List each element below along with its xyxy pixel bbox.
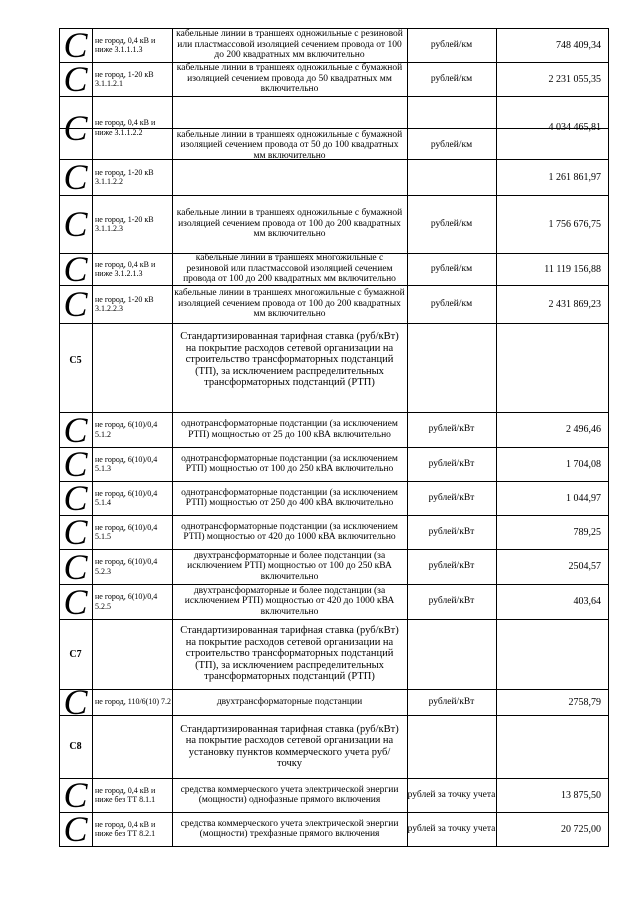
r16-col1 bbox=[59, 715, 92, 778]
r17-unit-text: рублей за точку учета bbox=[407, 789, 496, 800]
r2-description-text: кабельные линии в траншеях одножильные с бумажной изоляцией сечением провода до 50 квадратных мм включительно bbox=[176, 63, 403, 95]
r8-description-text: однотрансформаторные подстанции (за исключением РТП) мощностью от 25 до 100 кВА включительно bbox=[181, 419, 398, 440]
r1-description bbox=[172, 28, 407, 62]
r9-code-text: не город, 6(10)/0,4 5.1.3 bbox=[95, 454, 158, 473]
r7-description-text: Стандартизированная тарифная ставка (руб/кВт) на покрытие расходов сетевой организации на строительство трансформаторных подстанций (ТП), за исключением распределительных трансформаторных подстанций (РТП) bbox=[180, 331, 399, 389]
r11-unit bbox=[407, 515, 496, 549]
row-divider bbox=[59, 285, 609, 286]
r4-col1-text: C bbox=[63, 204, 88, 244]
r5-value-text: 11 119 156,88 bbox=[544, 263, 601, 275]
r12-col1-text: C bbox=[63, 546, 88, 587]
column-divider bbox=[172, 28, 173, 846]
r16-description bbox=[172, 715, 407, 778]
r6-value-text: 2 431 869,23 bbox=[548, 298, 601, 310]
row-divider bbox=[59, 323, 609, 324]
r6-description bbox=[172, 285, 407, 323]
r17-col1-text: C bbox=[63, 775, 88, 815]
r10-code-text: не город, 6(10)/0,4 5.1.4 bbox=[95, 488, 158, 507]
r1-col1-text: C bbox=[63, 25, 88, 65]
r12-code bbox=[92, 549, 172, 584]
r1-col1 bbox=[59, 25, 92, 65]
r5-col1 bbox=[59, 249, 92, 289]
row-divider bbox=[59, 778, 609, 779]
r5-code bbox=[92, 253, 172, 285]
r7-description bbox=[172, 323, 407, 397]
r7-col1-text: C5 bbox=[69, 354, 82, 366]
r2-col1 bbox=[59, 59, 92, 99]
r11-col1 bbox=[59, 512, 92, 552]
row-divider bbox=[59, 549, 609, 550]
r6-value bbox=[496, 285, 609, 323]
r6-unit bbox=[407, 285, 496, 323]
r5-description-text: кабельные линии в траншеях многожильные с резиновой или пластмассовой изоляцией сечением провода от 100 до 200 квадратных мм включительно bbox=[183, 253, 396, 285]
r5-unit-text: рублей/км bbox=[430, 263, 473, 274]
r18-code bbox=[92, 812, 172, 846]
r3-description-text: кабельные линии в траншеях одножильные с бумажной изоляцией сечением провода от 50 до 100 квадратных мм включительно bbox=[176, 129, 403, 161]
r13-col1 bbox=[59, 581, 92, 622]
r10-col1-text: C bbox=[63, 478, 88, 518]
row-divider bbox=[59, 689, 609, 690]
r5-value bbox=[496, 253, 609, 285]
r13-unit-text: рублей/кВт bbox=[428, 596, 475, 606]
r12-value-text: 2504,57 bbox=[568, 561, 601, 572]
r6-col1-text: C bbox=[63, 284, 88, 324]
r10-description bbox=[172, 481, 407, 515]
row-divider bbox=[59, 128, 609, 129]
r12-col1 bbox=[59, 546, 92, 587]
r2-code bbox=[92, 62, 172, 96]
tariff-table bbox=[59, 25, 609, 849]
column-divider bbox=[92, 28, 93, 846]
r17-value-text: 13 875,50 bbox=[561, 789, 601, 801]
row-divider bbox=[59, 715, 609, 716]
r10-unit bbox=[407, 481, 496, 515]
r10-unit-text: рублей/кВт bbox=[428, 492, 475, 503]
r13-col1-text: C bbox=[63, 581, 88, 622]
r4-description bbox=[172, 195, 407, 253]
r9-description bbox=[172, 447, 407, 481]
r18-description bbox=[172, 812, 407, 846]
r8-value-text: 2 496,46 bbox=[566, 424, 601, 435]
r5-col1-text: C bbox=[63, 249, 88, 289]
r9-unit bbox=[407, 447, 496, 481]
r14-description bbox=[172, 619, 407, 689]
r4-code bbox=[92, 195, 172, 253]
r17-code-text: не город, 0,4 кВ и ниже без ТТ 8.1.1 bbox=[95, 785, 156, 804]
r16-col1-text: C8 bbox=[69, 741, 82, 752]
r18-description-text: средства коммерческого учета электрической энергии (мощности) трехфазные прямого включения bbox=[180, 818, 399, 839]
r13-unit bbox=[407, 584, 496, 619]
row-divider bbox=[59, 159, 609, 160]
row-divider bbox=[59, 619, 609, 620]
r11-value bbox=[496, 515, 609, 549]
r9-value bbox=[496, 447, 609, 481]
r12-code-text: не город, 6(10)/0,4 5.2.3 bbox=[95, 557, 158, 576]
r2-description bbox=[172, 62, 407, 96]
row-divider bbox=[59, 253, 609, 254]
r14-col1 bbox=[59, 619, 92, 689]
r18-unit bbox=[407, 812, 496, 846]
r8-unit-text: рублей/кВт bbox=[428, 424, 475, 434]
r9-col1-text: C bbox=[63, 444, 88, 484]
r10-code bbox=[92, 481, 172, 515]
r17-col1 bbox=[59, 775, 92, 815]
r11-description bbox=[172, 515, 407, 549]
r1-value bbox=[496, 28, 609, 62]
r13-value-text: 403,64 bbox=[573, 596, 601, 607]
r3a-code-text: не город, 0,4 кВ и ниже 3.1.1.2.2 bbox=[95, 118, 156, 137]
column-divider bbox=[496, 28, 497, 846]
r6-col1 bbox=[59, 285, 92, 323]
r5-unit bbox=[407, 253, 496, 285]
r12-description bbox=[172, 549, 407, 584]
r13-value bbox=[496, 584, 609, 619]
r18-unit-text: рублей за точку учета bbox=[407, 823, 496, 834]
row-divider bbox=[59, 846, 609, 847]
r11-col1-text: C bbox=[63, 512, 88, 552]
r12-unit bbox=[407, 549, 496, 584]
r2-unit bbox=[407, 62, 496, 96]
r5-description bbox=[172, 253, 407, 285]
r2-code-text: не город, 1-20 кВ 3.1.1.2.1 bbox=[95, 69, 154, 88]
r11-code bbox=[92, 515, 172, 549]
r18-code-text: не город, 0,4 кВ и ниже без ТТ 8.2.1 bbox=[95, 819, 156, 838]
r15-unit bbox=[407, 689, 496, 715]
r3b-col1-text: C bbox=[63, 157, 88, 197]
row-divider bbox=[59, 62, 609, 63]
r4-code-text: не город, 1-20 кВ 3.1.1.2.3 bbox=[95, 214, 154, 233]
r1-code bbox=[92, 28, 172, 62]
r7-col1 bbox=[59, 323, 92, 397]
r2-unit-text: рублей/км bbox=[430, 73, 473, 84]
column-divider bbox=[608, 28, 609, 846]
r2-value-text: 2 231 055,35 bbox=[548, 73, 601, 85]
r9-description-text: однотрансформаторные подстанции (за исключением РТП) мощностью от 100 до 250 кВА включительно bbox=[181, 453, 398, 474]
r8-col1-text: C bbox=[63, 409, 88, 450]
r4-unit-text: рублей/км bbox=[430, 218, 473, 229]
r3-unit-text: рублей/км bbox=[430, 140, 473, 150]
r15-col1-text: C bbox=[63, 682, 88, 722]
r3b-code-text: не город, 1-20 кВ 3.1.1.2.2 bbox=[95, 167, 154, 186]
r4-value-text: 1 756 676,75 bbox=[548, 218, 601, 230]
r11-unit-text: рублей/кВт bbox=[428, 526, 475, 537]
r15-col1 bbox=[59, 682, 92, 722]
r14-description-text: Стандартизированная тарифная ставка (руб/кВт) на покрытие расходов сетевой организации на строительство трансформаторных подстанций (ТП), за исключением распределительных трансформаторных подстанций (РТП) bbox=[180, 625, 399, 683]
row-divider bbox=[59, 28, 609, 29]
r18-col1-text: C bbox=[63, 809, 88, 849]
r8-code-text: не город, 6(10)/0,4 5.1.2 bbox=[95, 420, 158, 439]
r15-code bbox=[92, 689, 172, 715]
r12-description-text: двухтрансформаторные и более подстанции (за исключением РТП) мощностью от 100 до 250 кВА включительно bbox=[187, 550, 392, 582]
r13-description bbox=[172, 584, 407, 619]
r3a-col1-text: C bbox=[63, 107, 88, 148]
r3a-value-text: 4 034 465,81 bbox=[548, 122, 601, 133]
r11-code-text: не город, 6(10)/0,4 5.1.5 bbox=[95, 522, 158, 541]
r13-description-text: двухтрансформаторные и более подстанции (за исключением РТП) мощностью от 420 до 1000 кВА включительно bbox=[184, 585, 395, 617]
r12-unit-text: рублей/кВт bbox=[428, 561, 475, 571]
r18-value-text: 20 725,00 bbox=[561, 823, 601, 835]
column-divider bbox=[407, 28, 408, 846]
r17-unit bbox=[407, 778, 496, 812]
r4-unit bbox=[407, 195, 496, 253]
r4-value bbox=[496, 195, 609, 253]
row-divider bbox=[59, 195, 609, 196]
r11-value-text: 789,25 bbox=[573, 526, 601, 538]
r15-code-text: не город, 110/6(10) 7.2 bbox=[95, 697, 172, 707]
r2-value bbox=[496, 62, 609, 96]
r1-unit bbox=[407, 28, 496, 62]
r1-unit-text: рублей/км bbox=[430, 39, 473, 50]
r3b-col1 bbox=[59, 159, 92, 195]
row-divider bbox=[59, 515, 609, 516]
r17-description-text: средства коммерческого учета электрической энергии (мощности) однофазные прямого включения bbox=[180, 784, 399, 805]
r15-unit-text: рублей/кВт bbox=[428, 696, 475, 707]
r1-value-text: 748 409,34 bbox=[556, 39, 601, 51]
r8-value bbox=[496, 412, 609, 447]
r9-col1 bbox=[59, 444, 92, 484]
row-divider bbox=[59, 96, 609, 97]
r2-col1-text: C bbox=[63, 59, 88, 99]
r4-col1 bbox=[59, 195, 92, 253]
r17-code bbox=[92, 778, 172, 812]
r18-value bbox=[496, 812, 609, 846]
r6-unit-text: рублей/км bbox=[430, 298, 473, 309]
r8-unit bbox=[407, 412, 496, 447]
r8-code bbox=[92, 412, 172, 447]
r6-code bbox=[92, 285, 172, 323]
r12-value bbox=[496, 549, 609, 584]
r3b-code bbox=[92, 159, 172, 195]
r14-col1-text: C7 bbox=[69, 648, 82, 660]
r15-description bbox=[172, 689, 407, 715]
row-divider bbox=[59, 812, 609, 813]
r18-col1 bbox=[59, 809, 92, 849]
r13-code-text: не город, 6(10)/0,4 5.2.5 bbox=[95, 592, 158, 611]
r1-code-text: не город, 0,4 кВ и ниже 3.1.1.1.3 bbox=[95, 35, 156, 54]
row-divider bbox=[59, 584, 609, 585]
r9-code bbox=[92, 447, 172, 481]
row-divider bbox=[59, 447, 609, 448]
r10-value bbox=[496, 481, 609, 515]
r13-code bbox=[92, 584, 172, 619]
r3b-value bbox=[496, 159, 609, 195]
r4-description-text: кабельные линии в траншеях одножильные с бумажной изоляцией сечением провода от 100 до 200 квадратных мм включительно bbox=[176, 208, 403, 240]
r1-description-text: кабельные линии в траншеях одножильные с резиновой или пластмассовой изоляцией сечением провода от 100 до 200 квадратных мм включительно bbox=[176, 29, 403, 61]
r15-value-text: 2758,79 bbox=[568, 696, 601, 708]
r3b-value-text: 1 261 861,97 bbox=[548, 171, 601, 183]
r15-value bbox=[496, 689, 609, 715]
r8-description bbox=[172, 412, 407, 447]
r17-description bbox=[172, 778, 407, 812]
r10-value-text: 1 044,97 bbox=[566, 492, 601, 504]
r15-description-text: двухтрансформаторные подстанции bbox=[216, 696, 363, 707]
r10-description-text: однотрансформаторные подстанции (за исключением РТП) мощностью от 250 до 400 кВА включительно bbox=[181, 487, 398, 508]
r6-code-text: не город, 1-20 кВ 3.1.2.2.3 bbox=[95, 294, 154, 313]
row-divider bbox=[59, 481, 609, 482]
r5-code-text: не город, 0,4 кВ и ниже 3.1.2.1.3 bbox=[95, 259, 156, 278]
r8-col1 bbox=[59, 409, 92, 450]
r17-value bbox=[496, 778, 609, 812]
r3-unit bbox=[407, 96, 496, 195]
r3-description bbox=[172, 96, 407, 195]
r10-col1 bbox=[59, 478, 92, 518]
column-divider bbox=[59, 28, 60, 846]
r6-description-text: кабельные линии в траншеях многожильные с бумажной изоляцией сечением провода от 100 до 200 квадратных мм включительно bbox=[174, 288, 405, 320]
row-divider bbox=[59, 412, 609, 413]
r11-description-text: однотрансформаторные подстанции (за исключением РТП) мощностью от 420 до 1000 кВА включительно bbox=[181, 521, 398, 542]
r9-value-text: 1 704,08 bbox=[566, 458, 601, 470]
r16-description-text: Стандартизированная тарифная ставка (руб/кВт) на покрытие расходов сетевой организации на установку пунктов коммерческого учета руб/точку bbox=[180, 723, 399, 769]
r9-unit-text: рублей/кВт bbox=[428, 458, 475, 469]
